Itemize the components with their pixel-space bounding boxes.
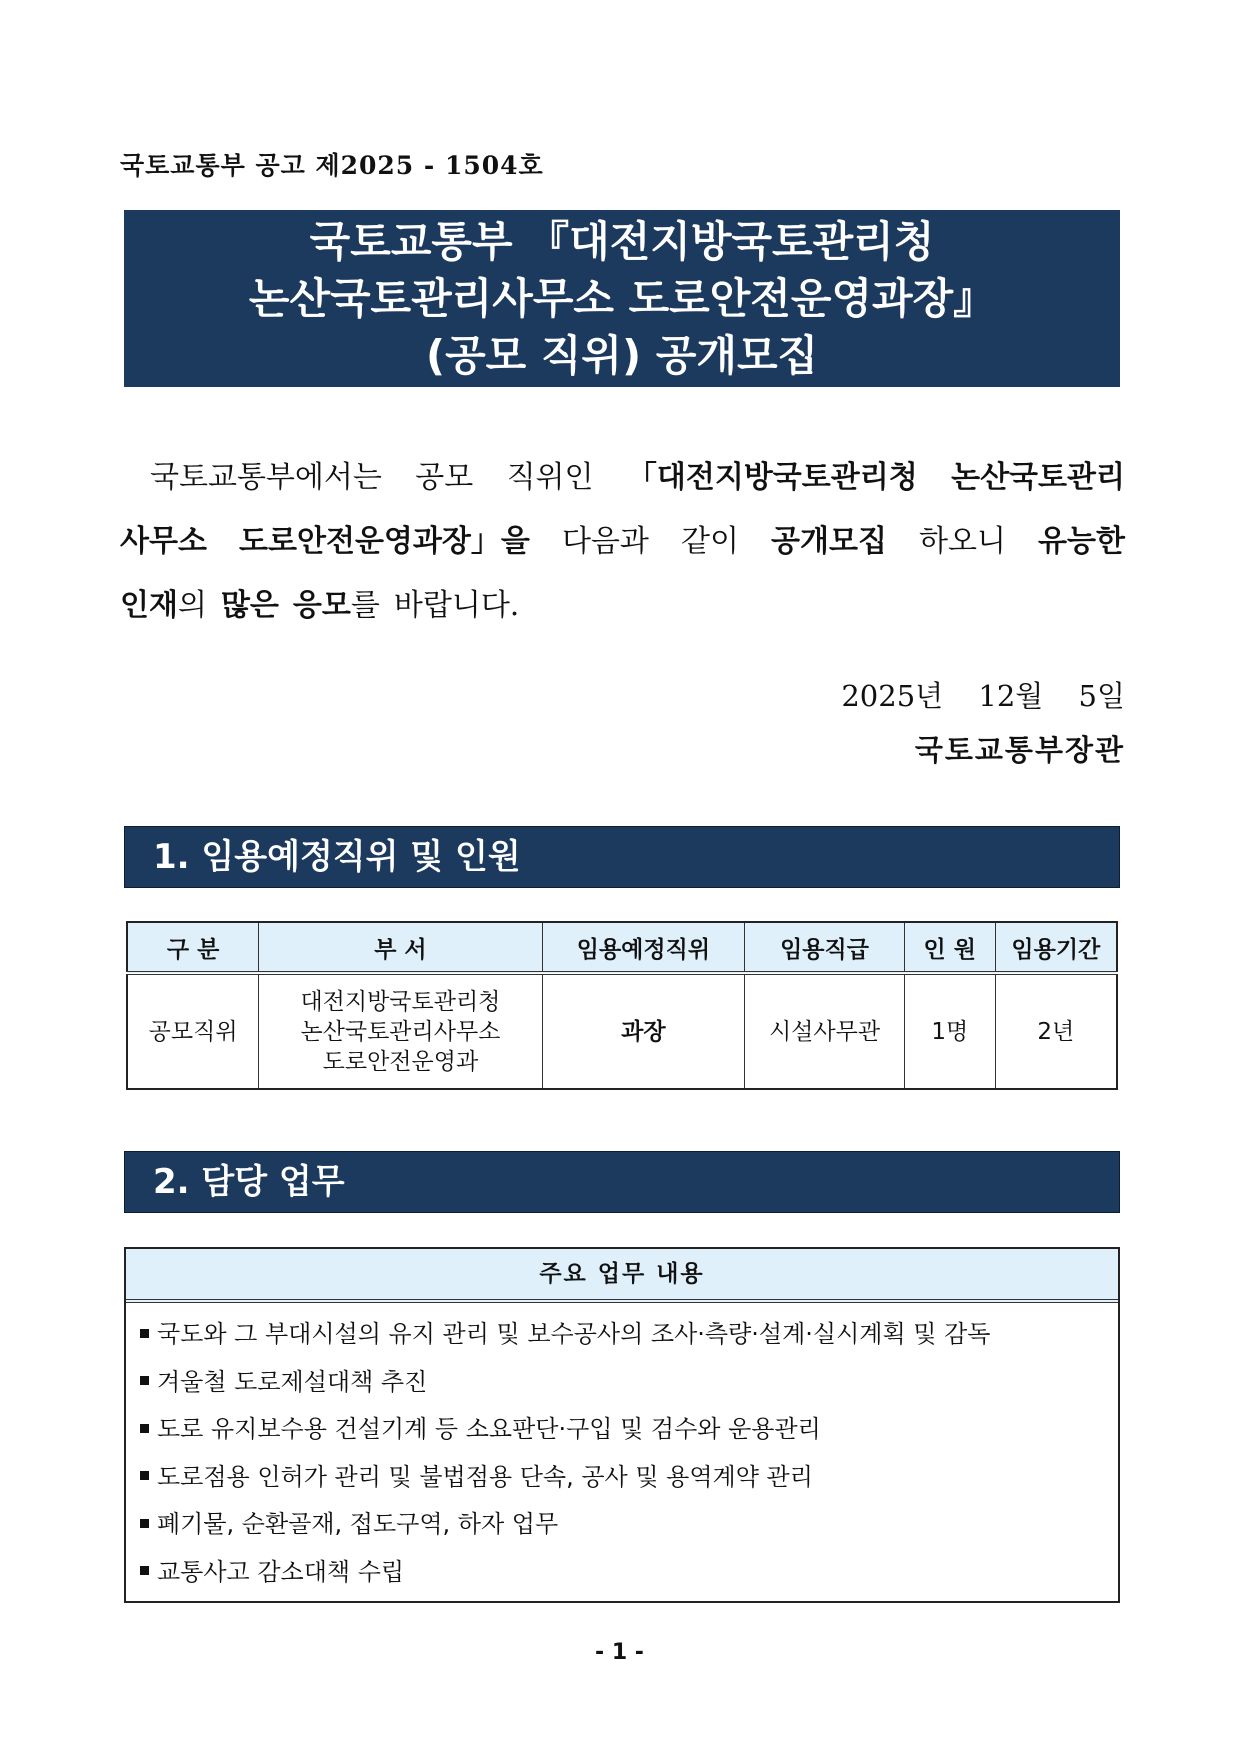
duty-text: 국도와 그 부대시설의 유지 관리 및 보수공사의 조사·측량·설계·실시계획 및 감독 [157,1320,991,1348]
header-category: 구 분 [127,922,259,973]
duty-text: 도로 유지보수용 건설기계 등 소요판단·구입 및 검수와 운용관리 [157,1415,821,1443]
intro-text: 국토교통부에서는 [150,460,382,495]
header-position: 임용예정직위 [542,922,745,973]
list-item [140,1406,1118,1454]
dept-line: 논산국토관리사무소 [300,1018,501,1045]
section-2-heading: 2. 담당 업무 [124,1151,1120,1213]
date-year: 2025년 [841,679,944,713]
header-term: 임용기간 [995,922,1117,973]
intro-text-bold: 응모 [292,588,351,623]
duties-box [124,1247,1120,1603]
announcement-title-banner [124,210,1120,387]
table-header-row [127,922,1117,973]
intro-text-bold: 인재 [120,588,178,623]
list-item [140,1549,1118,1597]
intro-text: 직위인 [506,460,594,495]
intro-text-bold: 공개모집 [771,524,887,559]
table-row [127,973,1117,1089]
dept-line: 도로안전운영과 [322,1048,479,1075]
intro-text: 공모 [415,460,474,495]
duties-box-title: 주요 업무 내용 [126,1249,1118,1303]
list-item [140,1359,1118,1407]
page-number: - 1 - [595,1640,644,1665]
date-day: 5일 [1078,679,1125,713]
intro-text-bold: 「대전지방국토관리청 [626,460,918,495]
duty-text: 도로점용 인허가 관리 및 불법점용 단속, 공사 및 용역계약 관리 [157,1462,813,1491]
header-department: 부 서 [259,922,542,973]
intro-text-bold: 논산국토관리 [951,460,1125,495]
square-bullet-icon [140,1376,149,1385]
dept-line: 대전지방국토관리청 [300,988,501,1015]
cell-grade: 시설사무관 [745,973,905,1089]
list-item [140,1454,1118,1502]
intro-text-bold: 많은 [220,588,279,623]
intro-line-3 [120,574,1125,638]
title-line-2: 논산국토관리사무소 도로안전운영과장』 [248,274,996,323]
cell-term: 2년 [995,973,1117,1089]
square-bullet-icon [140,1329,149,1338]
duty-text: 교통사고 감소대책 수립 [157,1557,405,1586]
intro-text: 하오니 [919,524,1006,559]
announcement-date [815,674,1125,715]
intro-line-2 [120,510,1125,574]
intro-text: 의 [177,588,207,623]
cell-count: 1명 [904,973,995,1089]
intro-text-bold: 사무소 [120,524,207,559]
intro-paragraph [120,446,1125,638]
header-count: 인 원 [904,922,995,973]
intro-line-1 [120,446,1125,510]
square-bullet-icon [140,1424,149,1433]
square-bullet-icon [140,1566,149,1575]
cell-position: 과장 [542,973,745,1089]
signer: 국토교통부장관 [914,733,1125,767]
list-item [140,1501,1118,1549]
intro-text-bold: 유능한 [1038,524,1125,559]
square-bullet-icon [140,1471,149,1480]
duty-text: 폐기물, 순환골재, 접도구역, 하자 업무 [157,1510,559,1538]
date-month: 12월 [978,679,1044,713]
notice-number: 국토교통부 공고 제2025 - 1504호 [120,151,544,180]
intro-text: 다음과 [561,524,649,559]
intro-text: 같이 [680,524,739,559]
title-line-3: (공모 직위) 공개모집 [425,331,819,380]
duties-list [126,1303,1118,1596]
title-line-1: 국토교통부 『대전지방국토관리청 [309,217,935,266]
intro-text-bold: 도로안전운영과장」을 [239,524,530,559]
square-bullet-icon [140,1519,149,1528]
intro-text: 바랍니다. [393,588,520,623]
cell-category: 공모직위 [127,973,259,1089]
intro-text: 를 [350,588,380,623]
header-grade: 임용직급 [745,922,905,973]
positions-table [126,921,1118,1090]
section-1-heading: 1. 임용예정직위 및 인원 [124,826,1120,888]
cell-department [259,973,542,1089]
list-item [140,1311,1118,1359]
duty-text: 겨울철 도로제설대책 추진 [157,1367,428,1396]
